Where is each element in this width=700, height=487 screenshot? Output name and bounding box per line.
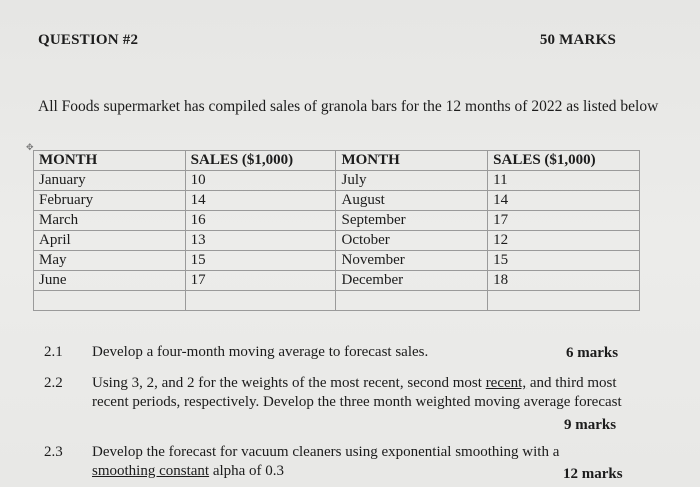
table-cell: 12 bbox=[488, 231, 640, 251]
table-cell bbox=[185, 291, 336, 311]
question-number: 2.3 bbox=[44, 444, 63, 460]
total-marks: 50 MARKS bbox=[539, 32, 616, 48]
column-header: MONTH bbox=[34, 151, 186, 171]
table-cell: 10 bbox=[185, 171, 336, 191]
question-text: Develop a four-month moving average to forecast sales. bbox=[92, 344, 429, 360]
table-cell: 17 bbox=[185, 271, 336, 291]
table-cell: 14 bbox=[185, 191, 336, 211]
question-text-underlined: recent, bbox=[485, 375, 527, 391]
table-cell: April bbox=[34, 231, 186, 251]
table-row bbox=[34, 171, 640, 191]
question-text-part: alpha of 0.3 bbox=[209, 463, 285, 479]
table-cell: September bbox=[336, 211, 488, 231]
question-text-part: Using 3, 2, and 2 for the weights of the most recent, second most bbox=[92, 375, 486, 391]
table-move-handle-icon[interactable]: ✥ bbox=[26, 142, 34, 152]
table-cell: 17 bbox=[488, 211, 640, 231]
table-cell: December bbox=[336, 271, 488, 291]
table-cell: February bbox=[34, 191, 186, 211]
question-marks: 6 marks bbox=[566, 345, 619, 361]
table-row bbox=[34, 271, 640, 291]
table-cell bbox=[488, 291, 640, 311]
question-2-1 bbox=[0, 343, 700, 365]
table-cell: 13 bbox=[185, 231, 336, 251]
column-header: SALES ($1,000) bbox=[185, 151, 336, 171]
question-marks: 12 marks bbox=[563, 466, 623, 482]
table-cell: July bbox=[336, 171, 488, 191]
question-number: 2.2 bbox=[44, 375, 63, 391]
table-row-empty bbox=[34, 291, 640, 311]
question-text-part: Develop the forecast for vacuum cleaners using exponential smoothing with a bbox=[92, 444, 560, 460]
table-cell: 15 bbox=[488, 251, 640, 271]
table-cell: November bbox=[336, 251, 488, 271]
question-title: QUESTION #2 bbox=[38, 32, 139, 48]
table-header-row bbox=[34, 151, 640, 171]
question-text bbox=[92, 374, 640, 412]
table-cell: May bbox=[34, 251, 186, 271]
table-cell: January bbox=[34, 171, 186, 191]
table-cell: 14 bbox=[488, 191, 640, 211]
table-cell: March bbox=[34, 211, 186, 231]
table-cell: June bbox=[34, 271, 186, 291]
question-text-underlined: smoothing constant bbox=[92, 463, 210, 479]
table-cell: 18 bbox=[488, 271, 640, 291]
table-cell: October bbox=[336, 231, 488, 251]
table-row bbox=[34, 251, 640, 271]
table-row bbox=[34, 211, 640, 231]
table-cell: 15 bbox=[185, 251, 336, 271]
table-cell: August bbox=[336, 191, 488, 211]
intro-paragraph: All Foods supermarket has compiled sales of granola bars for the 12 months of 2022 as listed below bbox=[38, 98, 659, 115]
table-row bbox=[34, 191, 640, 211]
question-number: 2.1 bbox=[44, 344, 63, 360]
table-cell bbox=[34, 291, 186, 311]
question-text-part: and third most recent periods, respectively. Develop the three month weighted moving average forecast bbox=[92, 375, 622, 410]
column-header: SALES ($1,000) bbox=[488, 151, 640, 171]
question-marks: 9 marks bbox=[564, 417, 617, 433]
question-2-2 bbox=[0, 374, 700, 434]
table-row bbox=[34, 231, 640, 251]
table-cell: 16 bbox=[185, 211, 336, 231]
column-header: MONTH bbox=[336, 151, 488, 171]
question-text bbox=[92, 443, 592, 481]
question-2-3 bbox=[0, 443, 700, 485]
table-cell: 11 bbox=[488, 171, 640, 191]
sales-table bbox=[33, 150, 640, 311]
table-cell bbox=[336, 291, 488, 311]
